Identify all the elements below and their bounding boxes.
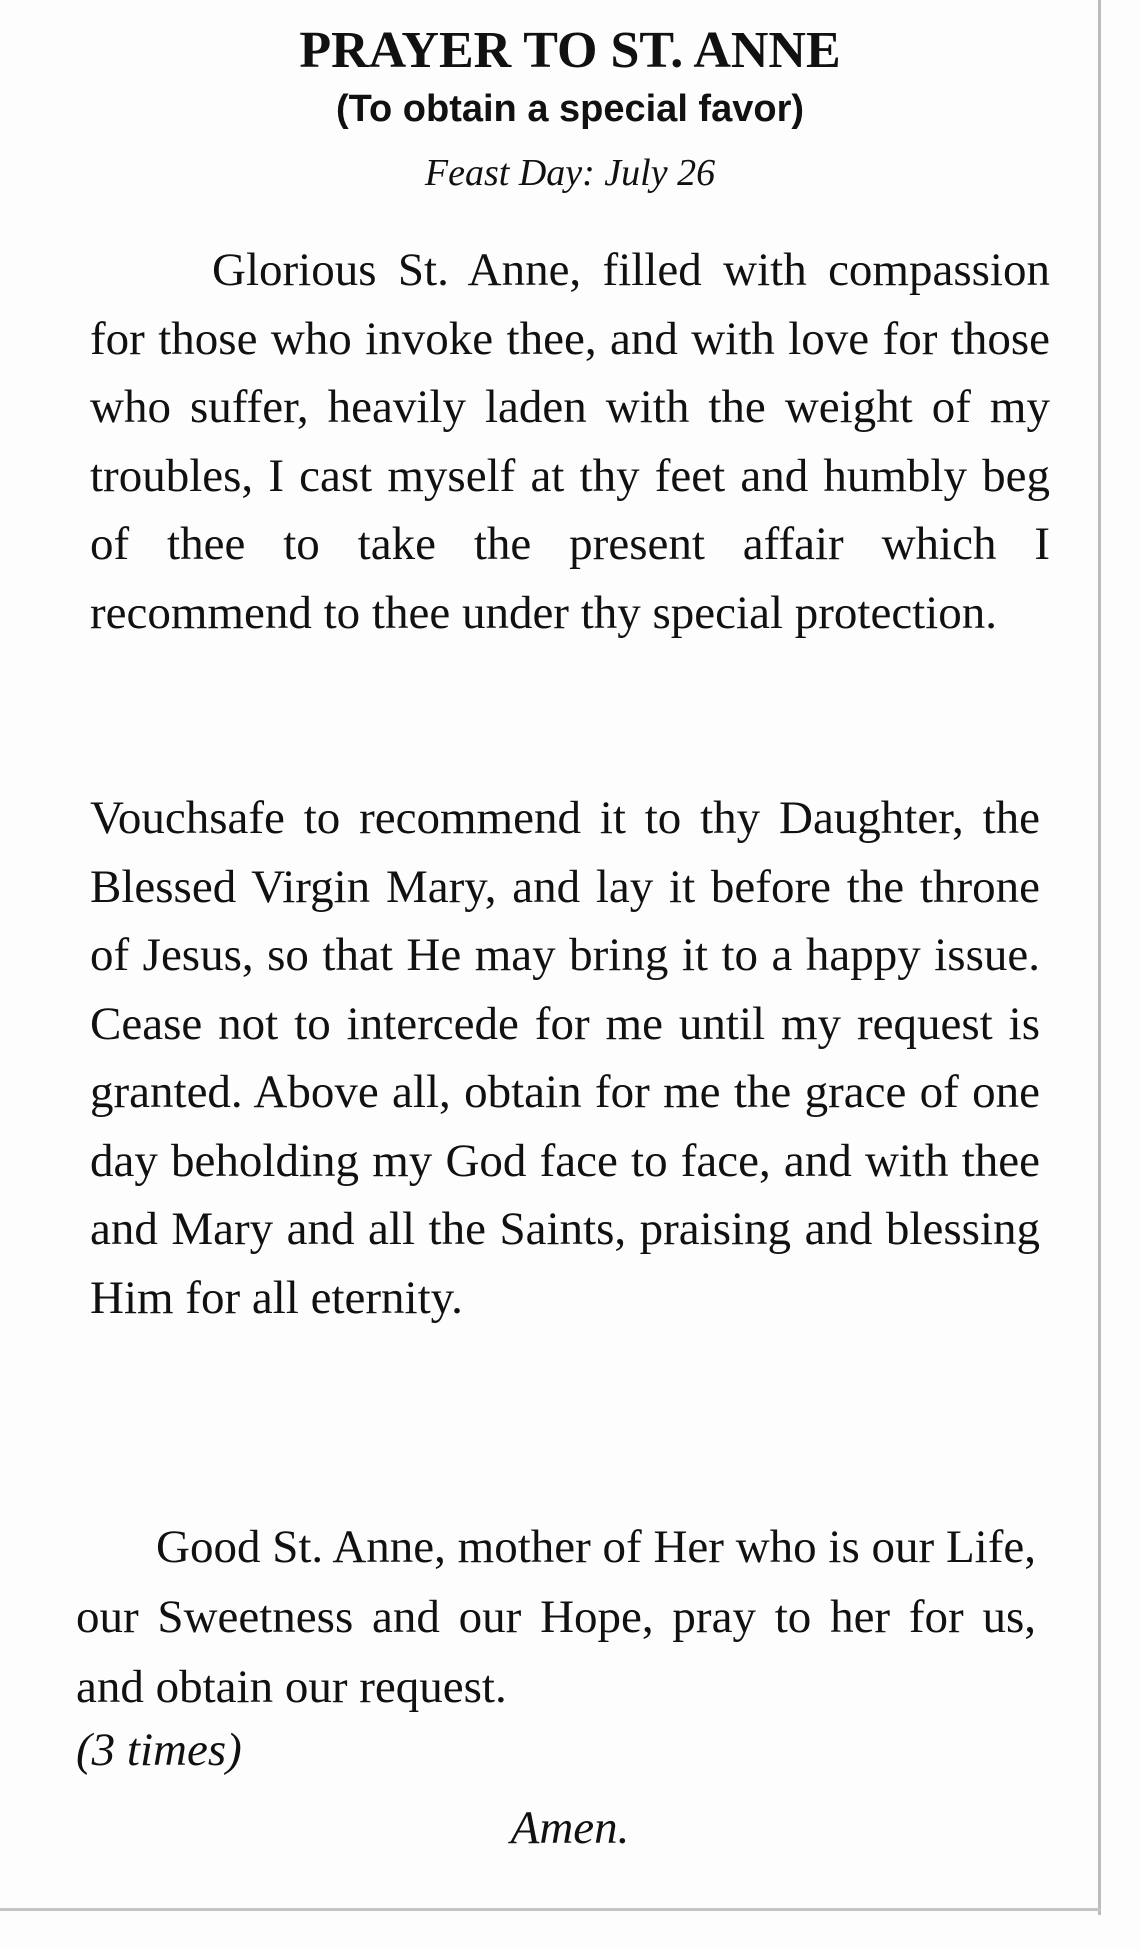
repeat-note: (3 times) [76, 1724, 242, 1776]
prayer-title: PRAYER TO ST. ANNE [299, 22, 841, 79]
card-right-edge [1098, 0, 1101, 1915]
feast-day: Feast Day: July 26 [424, 152, 716, 194]
card-bottom-edge [0, 1908, 1101, 1911]
prayer-paragraph-3: Good St. Anne, mother of Her who is our Life, our Sweetness and our Hope, pray to her for us, and obtain our request. [76, 1521, 1036, 1713]
closing-amen: Amen. [510, 1802, 630, 1854]
prayer-subtitle: (To obtain a special favor) [335, 88, 805, 130]
prayer-paragraph-2: Vouchsafe to recommend it to thy Daughter, the Blessed Virgin Mary, and lay it before the throne of Jesus, so that He may bring it to a happy issue. Cease not to intercede for me until my request is granted. Above all, obtain for me the grace of one day beholding my God face to face, and with thee and Mary and all the Saints, praising and blessing Him for all eternity. [90, 792, 1040, 1324]
prayer-paragraph-1: Glorious St. Anne, filled with compassion for those who invoke thee, and with love for those who suffer, heavily laden with the weight of my troubles, I cast myself at thy feet and humbly beg of thee to take the present affair which I recommend to thee under thy special protection. [90, 244, 1050, 639]
